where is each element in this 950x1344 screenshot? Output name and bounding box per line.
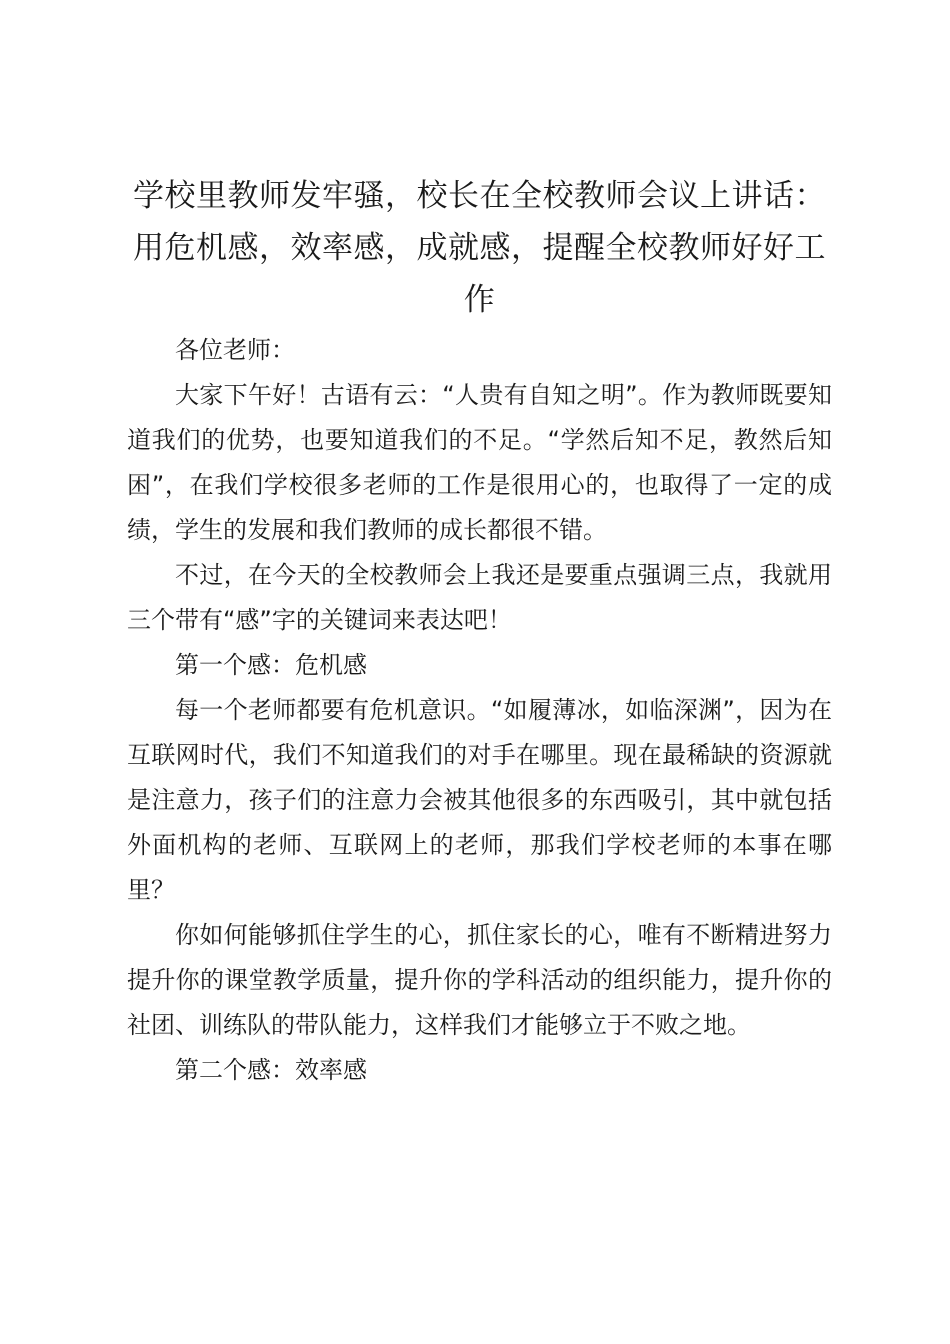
- salutation: 各位老师：: [175, 336, 295, 364]
- paragraph-intro: 不过，在今天的全校教师会上我还是要重点强调三点，我就用三个带有“感”字的关键词来表达吧！: [127, 561, 832, 634]
- document-page: [127, 170, 832, 1093]
- section-heading-efficiency: 第二个感：效率感: [175, 1056, 367, 1084]
- paragraph-crisis-awareness: 每一个老师都要有危机意识。“如履薄冰，如临深渊”，因为在互联网时代，我们不知道我们的对手在哪里。现在最稀缺的资源就是注意力，孩子们的注意力会被其他很多的东西吸引，其中就包括外面机构的老师、互联网上的老师，那我们学校老师的本事在哪里？: [127, 696, 832, 904]
- section-heading-crisis: 第一个感：危机感: [175, 651, 367, 679]
- paragraph-greeting: 大家下午好！古语有云：“人贵有自知之明”。作为教师既要知道我们的优势，也要知道我们的不足。“学然后知不足，教然后知困”，在我们学校很多老师的工作是很用心的，也取得了一定的成绩，学生的发展和我们教师的成长都很不错。: [127, 381, 832, 544]
- document-title: 学校里教师发牢骚，校长在全校教师会议上讲话：用危机感，效率感，成就感，提醒全校教师好好工作: [133, 178, 826, 318]
- paragraph-crisis-action: 你如何能够抓住学生的心，抓住家长的心，唯有不断精进努力提升你的课堂教学质量，提升你的学科活动的组织能力，提升你的社团、训练队的带队能力，这样我们才能够立于不败之地。: [127, 921, 832, 1039]
